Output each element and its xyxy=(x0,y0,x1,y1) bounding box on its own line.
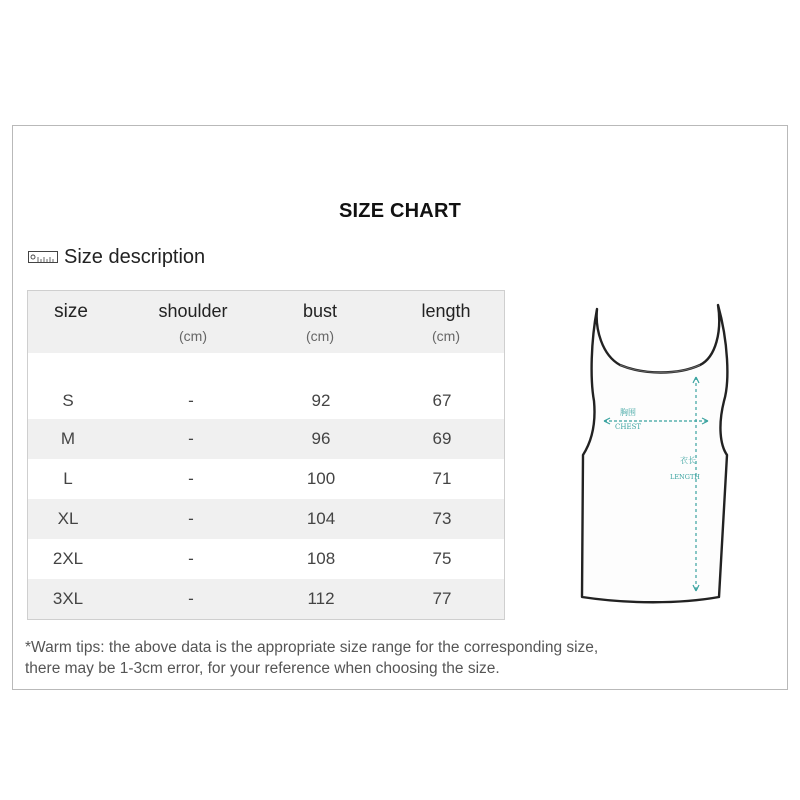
cell-size: 3XL xyxy=(52,589,84,608)
header-length-unit: (cm) xyxy=(431,328,460,344)
chest-label-cn: 胸围 xyxy=(620,408,636,417)
cell-shoulder: - xyxy=(188,391,194,410)
cell-size: 2XL xyxy=(52,549,84,568)
tank-top-diagram xyxy=(560,295,760,615)
header-length xyxy=(421,301,470,344)
cell-bust: 108 xyxy=(306,549,336,568)
cell-length: 77 xyxy=(432,589,452,608)
table-row xyxy=(28,539,504,579)
header-bust xyxy=(303,301,337,344)
size-description-label: Size description xyxy=(64,245,206,268)
size-description-heading xyxy=(28,243,205,271)
warm-tips-line-1: *Warm tips: the above data is the appropriate size range for the corresponding size, xyxy=(25,639,599,656)
length-label-en: LENGTH xyxy=(670,473,700,481)
header-shoulder-label: shoulder xyxy=(158,301,228,321)
header-bust-unit: (cm) xyxy=(306,328,334,344)
chest-label-en: CHEST xyxy=(615,423,642,431)
header-shoulder-unit: (cm) xyxy=(178,328,207,344)
page-title: SIZE CHART xyxy=(339,200,461,222)
cell-length: 73 xyxy=(432,509,452,528)
table-row xyxy=(28,579,504,619)
cell-bust: 112 xyxy=(307,589,335,608)
header-shoulder xyxy=(158,301,227,344)
cell-length: 69 xyxy=(432,429,452,448)
cell-shoulder: - xyxy=(188,509,194,528)
warm-tips-line-2: there may be 1-3cm error, for your reference when choosing the size. xyxy=(25,660,500,677)
table-header xyxy=(28,291,504,353)
table-row xyxy=(28,381,504,421)
warm-tips xyxy=(25,637,725,679)
header-size-label: size xyxy=(54,301,88,322)
cell-size: XL xyxy=(57,509,79,528)
cell-length: 67 xyxy=(432,391,452,410)
cell-length: 75 xyxy=(432,549,452,568)
header-bust-label: bust xyxy=(302,301,338,321)
cell-bust: 104 xyxy=(306,509,336,528)
cell-bust: 96 xyxy=(311,429,331,448)
cell-shoulder: - xyxy=(188,429,194,448)
table-row xyxy=(28,419,504,459)
cell-length: 71 xyxy=(432,469,452,488)
cell-bust: 92 xyxy=(311,391,331,410)
cell-bust: 100 xyxy=(306,469,336,488)
table-row xyxy=(28,499,504,539)
cell-size: L xyxy=(63,469,73,488)
table-row xyxy=(28,459,504,499)
ruler-icon xyxy=(28,251,58,263)
tank-top-outline xyxy=(582,305,727,602)
cell-shoulder: - xyxy=(188,549,194,568)
cell-size: S xyxy=(62,391,74,410)
cell-size: M xyxy=(60,429,76,448)
size-table xyxy=(27,290,505,620)
cell-shoulder: - xyxy=(188,589,194,608)
length-label-cn: 衣长 xyxy=(680,456,696,465)
header-size xyxy=(54,301,88,323)
cell-shoulder: - xyxy=(188,469,194,488)
header-length-label: length xyxy=(421,301,471,321)
